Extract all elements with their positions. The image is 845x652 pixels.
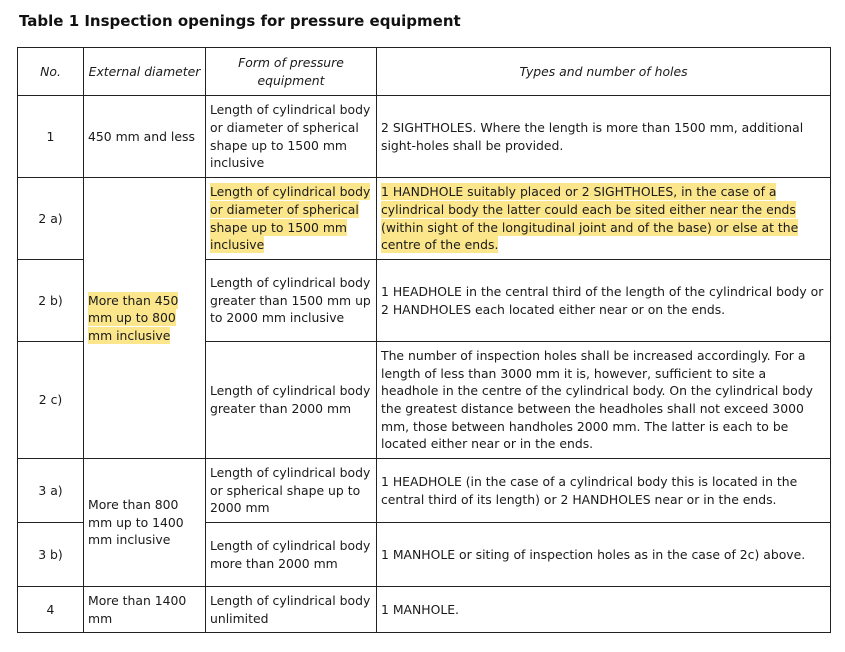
- highlighted-text: 1 HANDHOLE suitably placed or 2 SIGHTHOLES, in the case of a cylindrical body the latter could each be sited either near the ends (within sight of the longitudinal joint and of the base) or else at the centre of the ends.: [381, 184, 799, 253]
- highlighted-text: More than 450 mm up to 800 mm inclusive: [88, 292, 179, 343]
- header-external-diameter: External diameter: [84, 48, 206, 96]
- form-cell: Length of cylindrical body greater than 1500 mm up to 2000 mm inclusive: [206, 260, 377, 342]
- header-no: No.: [18, 48, 84, 96]
- table-row: [18, 459, 831, 523]
- form-cell: Length of cylindrical body or diameter of spherical shape up to 1500 mm inclusive: [206, 96, 377, 178]
- types-cell: 2 SIGHTHOLES. Where the length is more than 1500 mm, additional sight-holes shall be provided.: [377, 96, 831, 178]
- header-types: Types and number of holes: [377, 48, 831, 96]
- table-row: [18, 96, 831, 178]
- diameter-cell: More than 800 mm up to 1400 mm inclusive: [84, 459, 206, 587]
- types-cell: 1 HEADHOLE (in the case of a cylindrical body this is located in the central third of its length) or 2 HANDHOLES near or in the ends.: [377, 459, 831, 523]
- row-no: 1: [18, 96, 84, 178]
- row-no: 2 a): [18, 178, 84, 260]
- header-row: [18, 48, 831, 96]
- form-cell: Length of cylindrical body more than 2000 mm: [206, 523, 377, 587]
- types-cell: [377, 178, 831, 260]
- table-row: [18, 178, 831, 260]
- form-cell: [206, 178, 377, 260]
- row-no: 3 a): [18, 459, 84, 523]
- types-cell: The number of inspection holes shall be increased accordingly. For a length of less than 3000 mm it is, however, sufficient to site a headhole in the centre of the cylindrical body. On the cylindrical body the greatest distance between the headholes shall not exceed 3000 mm, those between handholes 2000 mm. The latter is each to be located either near or in the ends.: [377, 342, 831, 459]
- diameter-cell: [84, 178, 206, 459]
- types-cell: 1 HEADHOLE in the central third of the length of the cylindrical body or 2 HANDHOLES each located either near or on the ends.: [377, 260, 831, 342]
- types-cell: 1 MANHOLE.: [377, 587, 831, 633]
- highlighted-text: Length of cylindrical body or diameter of spherical shape up to 1500 mm inclusive: [210, 184, 371, 253]
- table-title: Table 1 Inspection openings for pressure equipment: [19, 12, 461, 30]
- row-no: 4: [18, 587, 84, 633]
- diameter-cell: 450 mm and less: [84, 96, 206, 178]
- form-cell: Length of cylindrical body greater than 2000 mm: [206, 342, 377, 459]
- row-no: 2 c): [18, 342, 84, 459]
- row-no: 2 b): [18, 260, 84, 342]
- form-cell: Length of cylindrical body unlimited: [206, 587, 377, 633]
- table-row: [18, 587, 831, 633]
- row-no: 3 b): [18, 523, 84, 587]
- form-cell: Length of cylindrical body or spherical shape up to 2000 mm: [206, 459, 377, 523]
- diameter-cell: More than 1400 mm: [84, 587, 206, 633]
- inspection-openings-table: [17, 47, 831, 633]
- header-form: Form of pressure equipment: [206, 48, 377, 96]
- types-cell: 1 MANHOLE or siting of inspection holes as in the case of 2c) above.: [377, 523, 831, 587]
